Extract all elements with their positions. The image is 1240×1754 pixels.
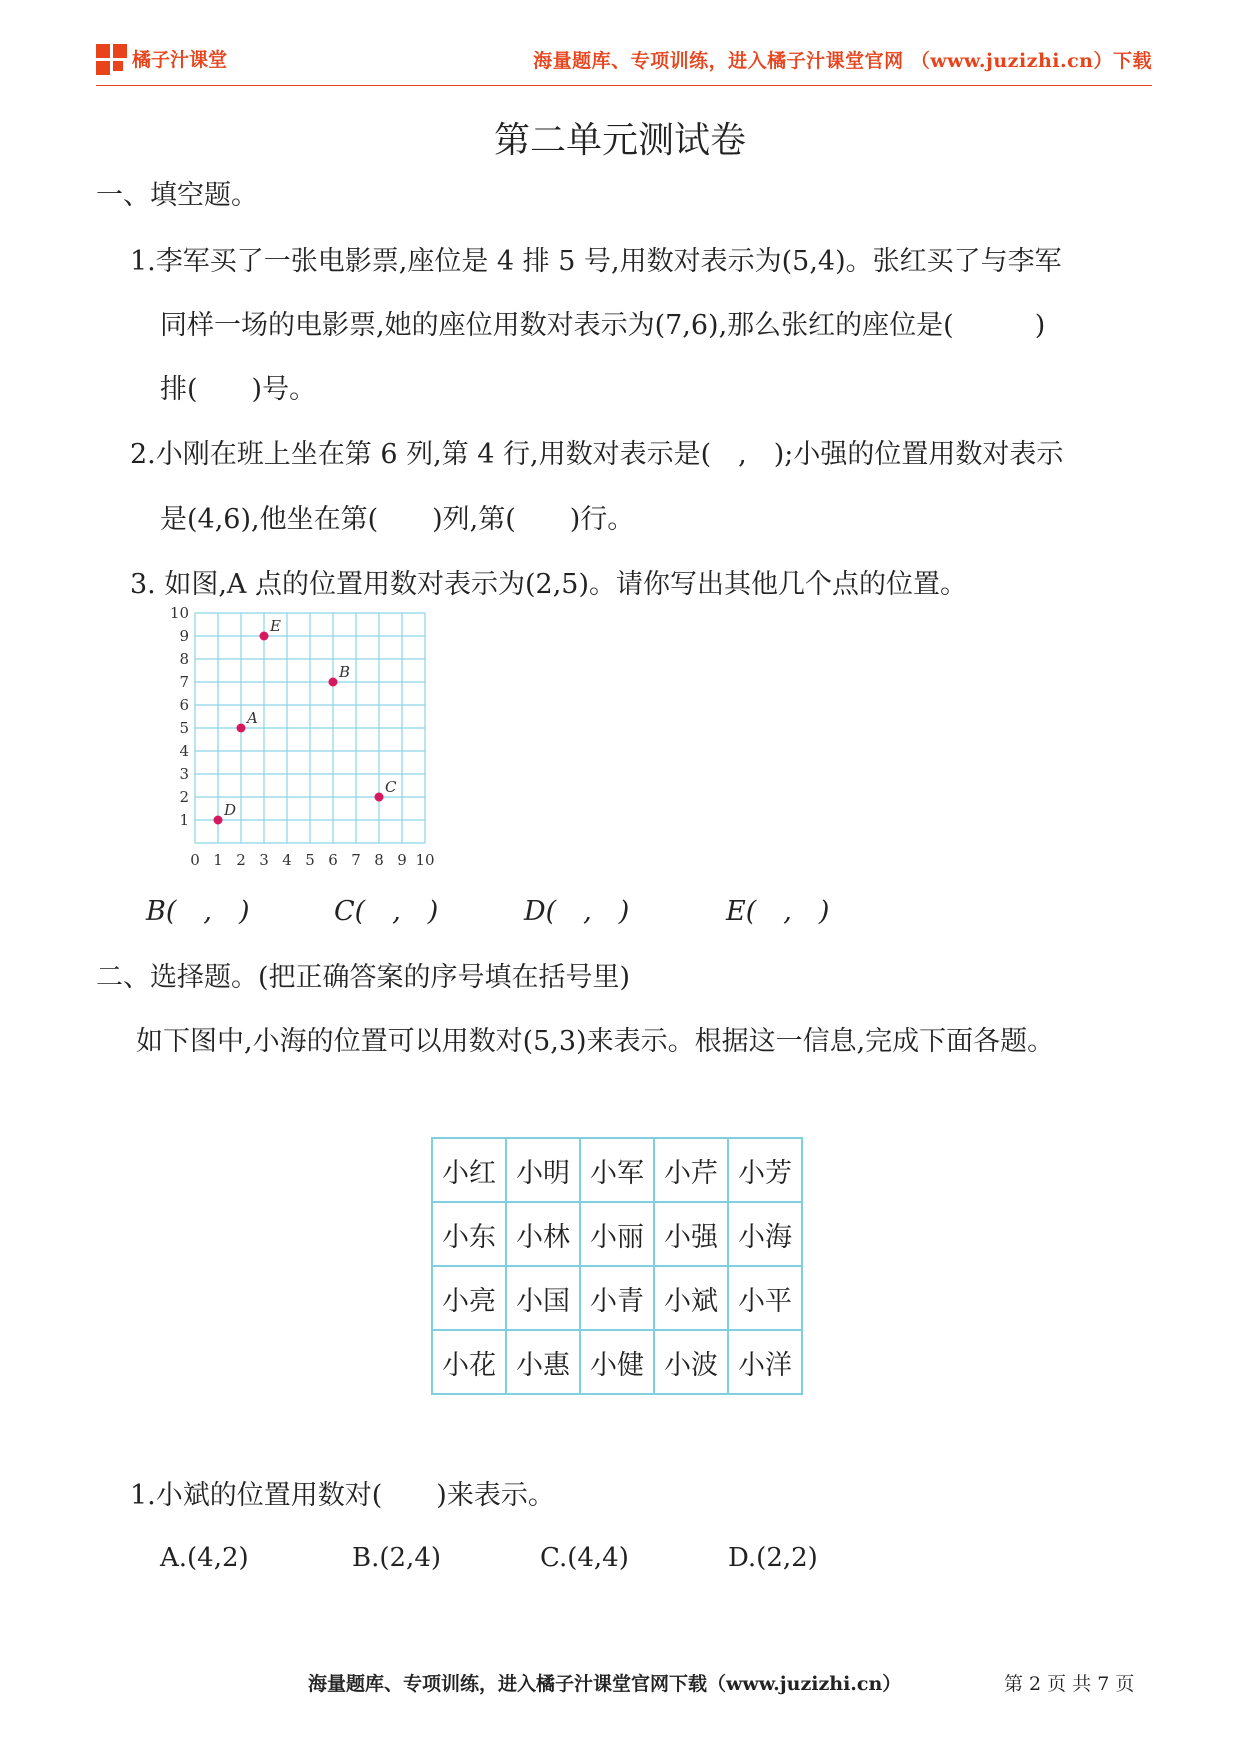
seat-cell: 小亮	[432, 1266, 506, 1330]
point-label-b: B	[339, 663, 351, 681]
point-label-d: D	[224, 801, 237, 819]
seat-cell: 小洋	[728, 1330, 802, 1394]
seat-cell: 小强	[654, 1202, 728, 1266]
point-label-a: A	[247, 709, 258, 727]
y-tick-labels	[170, 604, 189, 829]
page-number: 第 2 页 共 7 页	[1004, 1673, 1135, 1695]
point-a	[237, 724, 246, 733]
table-row	[432, 1202, 802, 1266]
answer-d: D( , )	[524, 896, 630, 927]
x-tick-label: 10	[415, 851, 435, 869]
y-tick-label: 1	[179, 811, 189, 829]
seat-cell: 小惠	[506, 1330, 580, 1394]
seat-cell: 小平	[728, 1266, 802, 1330]
answer-e: E( , )	[726, 896, 830, 927]
point-b	[329, 678, 338, 687]
q1-line2: 同样一场的电影票,她的座位用数对表示为(7,6),那么张红的座位是( )	[160, 310, 1046, 341]
table-row	[432, 1138, 802, 1202]
seat-cell: 小海	[728, 1202, 802, 1266]
point-d	[214, 816, 223, 825]
table-row	[432, 1330, 802, 1394]
option-d[interactable]: D.(2,2)	[728, 1543, 818, 1573]
header-divider	[96, 85, 1152, 86]
table-row	[432, 1266, 802, 1330]
x-tick-label: 5	[305, 851, 315, 869]
x-tick-label: 0	[190, 851, 200, 869]
point-label-c: C	[385, 778, 397, 796]
y-tick-label: 3	[179, 765, 189, 783]
y-tick-label: 4	[179, 742, 189, 760]
x-tick-labels	[190, 851, 434, 869]
seat-cell: 小芳	[728, 1138, 802, 1202]
option-c[interactable]: C.(4,4)	[540, 1543, 629, 1573]
coordinate-grid-chart	[160, 604, 450, 869]
seat-cell: 小明	[506, 1138, 580, 1202]
page-title: 第二单元测试卷	[493, 120, 746, 161]
seat-cell: 小斌	[654, 1266, 728, 1330]
x-tick-label: 4	[282, 851, 292, 869]
brand-name: 橘子汁课堂	[132, 49, 228, 71]
seat-cell: 小芹	[654, 1138, 728, 1202]
seat-cell: 小健	[580, 1330, 654, 1394]
footer-text[interactable]: 海量题库、专项训练，进入橘子汁课堂官网下载（www.juzizhi.cn）	[308, 1673, 902, 1695]
q2-line1: 2.小刚在班上坐在第 6 列,第 4 行,用数对表示是( , );小强的位置用数对表示	[130, 439, 1064, 470]
seat-cell: 小红	[432, 1138, 506, 1202]
q3-line1: 3. 如图,A 点的位置用数对表示为(2,5)。请你写出其他几个点的位置。	[130, 569, 968, 600]
seat-cell: 小军	[580, 1138, 654, 1202]
y-tick-label: 5	[179, 719, 189, 737]
seat-cell: 小青	[580, 1266, 654, 1330]
x-tick-label: 6	[328, 851, 338, 869]
section2-intro: 如下图中,小海的位置可以用数对(5,3)来表示。根据这一信息,完成下面各题。	[136, 1026, 1055, 1057]
option-b[interactable]: B.(2,4)	[352, 1543, 442, 1573]
y-tick-label: 6	[179, 696, 189, 714]
seat-cell: 小国	[506, 1266, 580, 1330]
brand-logo-icon	[96, 44, 128, 76]
x-tick-label: 7	[351, 851, 361, 869]
point-c	[375, 793, 384, 802]
x-tick-label: 8	[374, 851, 384, 869]
q1-line3: 排( )号。	[160, 374, 317, 405]
y-tick-label: 9	[179, 627, 189, 645]
answer-c: C( , )	[334, 896, 439, 927]
section2-q1-text: 1.小斌的位置用数对( )来表示。	[130, 1480, 555, 1511]
seat-cell: 小林	[506, 1202, 580, 1266]
y-tick-label: 8	[179, 650, 189, 668]
option-a[interactable]: A.(4,2)	[160, 1543, 249, 1573]
y-tick-label: 7	[179, 673, 189, 691]
y-tick-label: 10	[169, 604, 189, 622]
answer-b: B( , )	[146, 896, 250, 927]
y-tick-label: 2	[179, 788, 189, 806]
seat-table	[431, 1137, 803, 1395]
q1-line1: 1.李军买了一张电影票,座位是 4 排 5 号,用数对表示为(5,4)。张红买了与李军	[130, 246, 1062, 277]
point-label-e: E	[270, 617, 281, 635]
x-tick-label: 2	[236, 851, 246, 869]
header-slogan[interactable]: 海量题库、专项训练，进入橘子汁课堂官网 （www.juzizhi.cn）下载	[533, 50, 1152, 72]
seat-cell: 小丽	[580, 1202, 654, 1266]
seat-cell: 小波	[654, 1330, 728, 1394]
x-tick-label: 1	[213, 851, 223, 869]
section2-heading: 二、选择题。(把正确答案的序号填在括号里)	[96, 962, 631, 993]
x-tick-label: 3	[259, 851, 269, 869]
q2-line2: 是(4,6),他坐在第( )列,第( )行。	[160, 504, 635, 535]
section1-heading: 一、填空题。	[96, 180, 258, 211]
x-tick-label: 9	[397, 851, 407, 869]
point-e	[260, 632, 269, 641]
seat-cell: 小花	[432, 1330, 506, 1394]
seat-cell: 小东	[432, 1202, 506, 1266]
